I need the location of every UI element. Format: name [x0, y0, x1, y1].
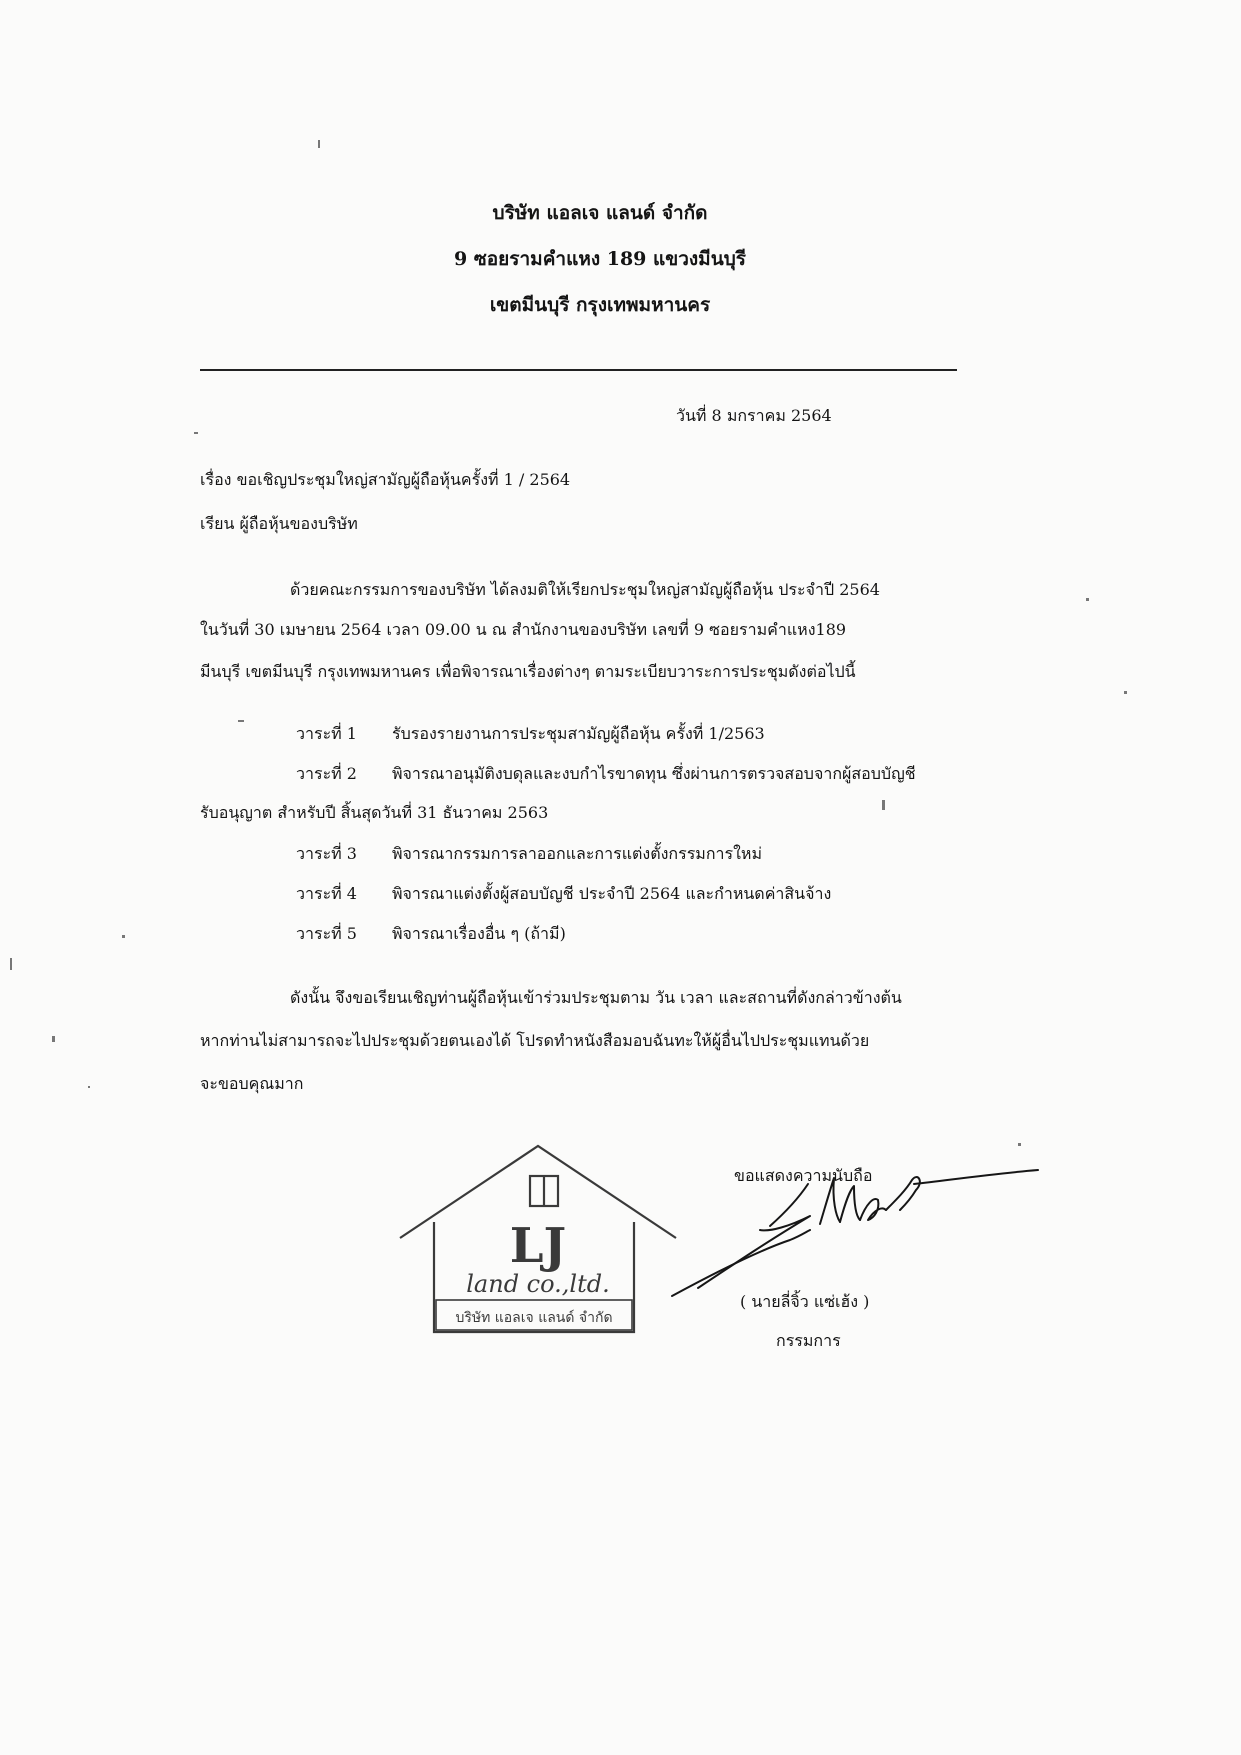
regards-text: ขอแสดงความนับถือ	[734, 1166, 873, 1185]
scan-speck	[1124, 691, 1127, 694]
agenda-text-1: รับรองรายงานการประชุมสามัญผู้ถือหุ้น ครั้งที่ 1/2563	[392, 724, 765, 743]
scan-speck	[882, 800, 885, 810]
closing-line-1: ดังนั้น จึงขอเรียนเชิญท่านผู้ถือหุ้นเข้าร่วมประชุมตาม วัน เวลา และสถานที่ดังกล่าวข้างต้น	[290, 988, 902, 1007]
scan-speck	[52, 1036, 55, 1042]
scan-speck	[88, 1086, 90, 1088]
intro-line-3: มีนบุรี เขตมีนบุรี กรุงเทพมหานคร เพื่อพิจารณาเรื่องต่างๆ ตามระเบียบวาระการประชุมดังต่อไปนี้	[200, 662, 856, 681]
agenda-label-3: วาระที่ 3	[296, 844, 357, 863]
recipient-line: เรียน ผู้ถือหุ้นของบริษัท	[200, 514, 358, 533]
agenda-text-5: พิจารณาเรื่องอื่น ๆ (ถ้ามี)	[392, 924, 566, 943]
subject-line: เรื่อง ขอเชิญประชุมใหญ่สามัญผู้ถือหุ้นครั้งที่ 1 / 2564	[200, 470, 571, 489]
agenda-label-1: วาระที่ 1	[296, 724, 357, 743]
closing-line-3: จะขอบคุณมาก	[200, 1074, 304, 1093]
stamp-logo-script: land co.,ltd.	[466, 1270, 610, 1298]
header-divider	[200, 369, 957, 371]
agenda-label-5: วาระที่ 5	[296, 924, 357, 943]
handwritten-signature	[660, 1160, 1040, 1290]
agenda-text-2: พิจารณาอนุมัติงบดุลและงบกำไรขาดทุน ซึ่งผ่านการตรวจสอบจากผู้สอบบัญชี	[392, 764, 916, 783]
address-line-2: เขตมีนบุรี กรุงเทพมหานคร	[489, 294, 711, 316]
scan-speck	[238, 720, 244, 722]
agenda-text-2-continuation: รับอนุญาต สำหรับปี สิ้นสุดวันที่ 31 ธันวาคม 2563	[200, 803, 549, 822]
closing-line-2: หากท่านไม่สามารถจะไปประชุมด้วยตนเองได้ โปรดทำหนังสือมอบฉันทะให้ผู้อื่นไปประชุมแทนด้วย	[200, 1031, 870, 1050]
letter-date: วันที่ 8 มกราคม 2564	[676, 406, 832, 425]
stamp-company-name: บริษัท แอลเจ แลนด์ จำกัด	[455, 1310, 613, 1326]
scan-speck	[1086, 598, 1089, 601]
agenda-label-4: วาระที่ 4	[296, 884, 357, 903]
scan-speck	[10, 958, 12, 970]
agenda-label-2: วาระที่ 2	[296, 764, 357, 783]
intro-line-1: ด้วยคณะกรรมการของบริษัท ได้ลงมติให้เรียกประชุมใหญ่สามัญผู้ถือหุ้น ประจำปี 2564	[290, 580, 880, 599]
scan-speck	[1018, 1143, 1021, 1146]
signatory-position: กรรมการ	[776, 1331, 841, 1350]
agenda-text-3: พิจารณากรรมการลาออกและการแต่งตั้งกรรมการใหม่	[392, 844, 762, 863]
company-name: บริษัท แอลเจ แลนด์ จำกัด	[492, 202, 708, 224]
address-line-1: 9 ซอยรามคำแหง 189 แขวงมีนบุรี	[454, 248, 746, 270]
scan-speck	[318, 140, 320, 148]
signatory-name: ( นายลี่จิ้ว แซ่เฮ้ง )	[740, 1292, 870, 1311]
intro-line-2: ในวันที่ 30 เมษายน 2564 เวลา 09.00 น ณ สำนักงานของบริษัท เลขที่ 9 ซอยรามคำแหง189	[200, 620, 847, 639]
company-stamp	[398, 1140, 678, 1340]
scan-speck	[194, 432, 198, 434]
scan-speck	[122, 935, 125, 938]
agenda-text-4: พิจารณาแต่งตั้งผู้สอบบัญชี ประจำปี 2564 และกำหนดค่าสินจ้าง	[392, 884, 832, 903]
stamp-logo-letters: LJ	[509, 1218, 567, 1274]
